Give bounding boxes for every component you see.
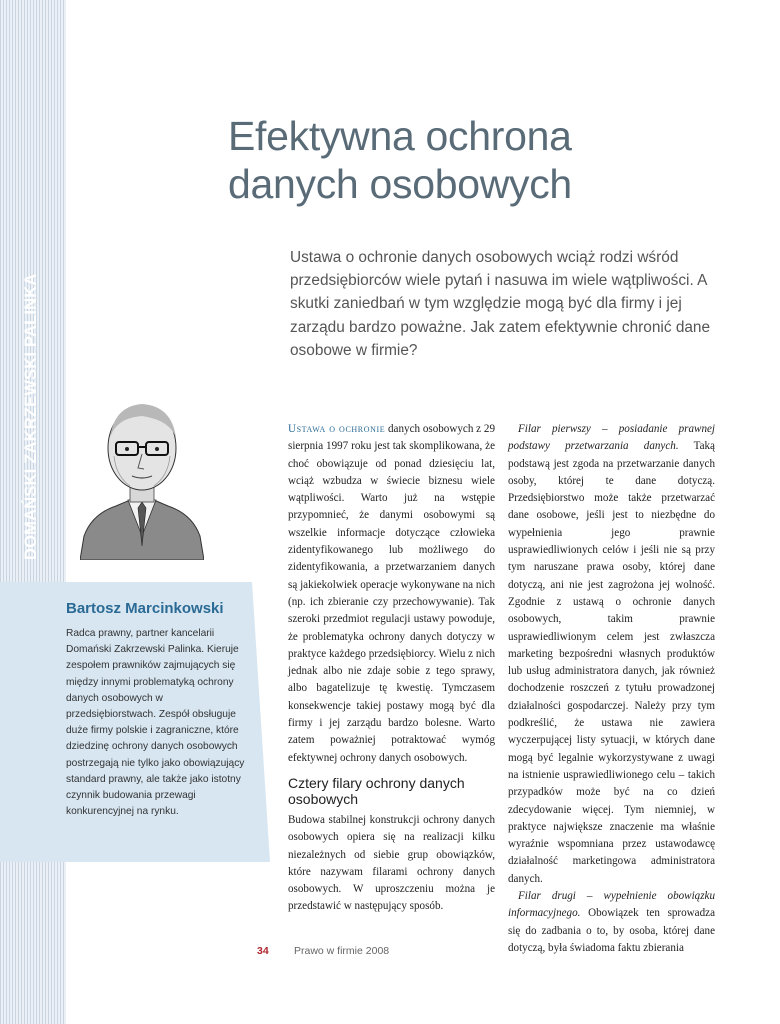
page-number: 34 bbox=[257, 945, 269, 957]
publication-name: Prawo w firmie 2008 bbox=[294, 945, 390, 957]
lead-in: Ustawa o ochronie bbox=[288, 423, 386, 435]
author-portrait bbox=[80, 396, 204, 560]
lead-paragraph: Ustawa o ochronie danych osobowych wciąż rodzi wśród przedsiębiorców wiele pytań i nasuwa im wiele wątpliwości. A skutki zaniedbań w tym względzie mogą być dla firmy i jej zarządu bardzo poważne. Jak zatem efektywnie chronić dane osobowe w firmie? bbox=[290, 249, 711, 359]
section-subheading: Cztery filary ochrony danych osobowych bbox=[288, 774, 465, 808]
article-paragraph: Budowa stabilnej konstrukcji ochrony danych osobowych opiera się na realizacji kilku niezależnych od siebie grup obowiązków, które nazywam filarami ochrony danych osobowych. W uproszczeniu można je przedstawić w następujący sposób. bbox=[288, 813, 495, 913]
paragraph-text: Taką podstawą jest zgoda na przetwarzanie danych osoby, której te dane dotyczą. Przedsiębiorstwo może także przetwarzać dane osobowe, jeśli jest to niezbędne do wypełnienia jego prawnie usprawiedliwionych celów i jeśli nie są przy tym naruszane prawa osoby, której dane dotyczą, ani nie jest zagrożona jej wolność. Zgodnie z ustawą o ochronie danych osobowych, takim prawnie usprawiedliwionym celem jest zwłaszcza marketing bezpośredni własnych produktów lub usług administratora danych, jak również dochodzenie roszczeń z tytułu prowadzonej działalności gospodarczej. Należy przy tym podkreślić, że ustawa nie zawiera wyczerpującej listy sytuacji, w których dane mogą być legalnie wykorzystywane z uwagi na istnienie usprawiedliwionego celu – takich przypadków może być na co dzień zdecydowanie więcej. Tym niemniej, w praktyce największe znaczenie ma właśnie wyraźnie wspomniana przez ustawodawcę działalność marketingowa administratora danych. bbox=[508, 440, 715, 885]
title-line-2: danych osobowych bbox=[228, 161, 572, 207]
author-name: Bartosz Marcinkowski bbox=[66, 600, 224, 617]
article-column-1 bbox=[288, 421, 495, 916]
pillar-heading: Filar drugi – wypełnienie obowiązku informacyjnego. bbox=[508, 890, 715, 920]
paragraph-text: danych osobowych z 29 sierpnia 1997 roku jest tak skomplikowana, że choć obowiązuje od ponad dziesięciu lat, wciąż wzbudza w świecie biznesu wiele wątpliwości. Warto już na wstępie przypomnieć, że danymi osobowymi są wszelkie informacje dotyczące człowieka zidentyfikowanego lub możliwego do zidentyfikowania, a przetwarzaniem danych są jakiekolwiek operacje wykonywane na nich (np. ich zbieranie czy przechowywanie). Tak szeroki przedmiot regulacji ustawy powoduje, że problematyka ochrony danych dotyczy w praktyce każdego przedsiębiorcy. Wielu z nich jednak albo nie zdaje sobie z tego sprawy, albo bagatelizuje tę kwestię. Tymczasem konsekwencje takiej postawy mogą być dla firmy i jej zarządu bardzo bolesne. Warto zatem poważniej potraktować wymóg efektywnej ochrony danych osobowych. bbox=[288, 423, 495, 764]
author-bio: Radca prawny, partner kancelarii Domański Zakrzewski Palinka. Kieruje zespołem prawników zajmujących się między innymi problematyką ochrony danych osobowych w przedsiębiorstwach. Zespół obsługuje duże firmy polskie i zagraniczne, które dziedzinę ochrony danych osobowych postrzegają nie tylko jako obowiązujący standard prawny, ale także jako istotny czynnik budowania przewagi konkurencyjnej na rynku. bbox=[66, 628, 245, 818]
pillar-heading: Filar pierwszy – posiadanie prawnej podstawy przetwarzania danych. bbox=[508, 423, 715, 453]
side-label-firm: DOMAŃSKI ZAKRZEWSKI PALINKA bbox=[22, 273, 40, 560]
article-paragraph bbox=[508, 888, 715, 957]
article-paragraph bbox=[288, 421, 495, 767]
page-title bbox=[228, 112, 572, 208]
paragraph-text: Obowiązek ten sprowadza się do zadbania o to, by osoba, której dane dotyczą, była świadoma faktu zbierania bbox=[508, 907, 715, 954]
article-paragraph bbox=[508, 421, 715, 888]
title-line-1: Efektywna ochrona bbox=[228, 113, 572, 159]
article-column-2 bbox=[508, 421, 715, 957]
